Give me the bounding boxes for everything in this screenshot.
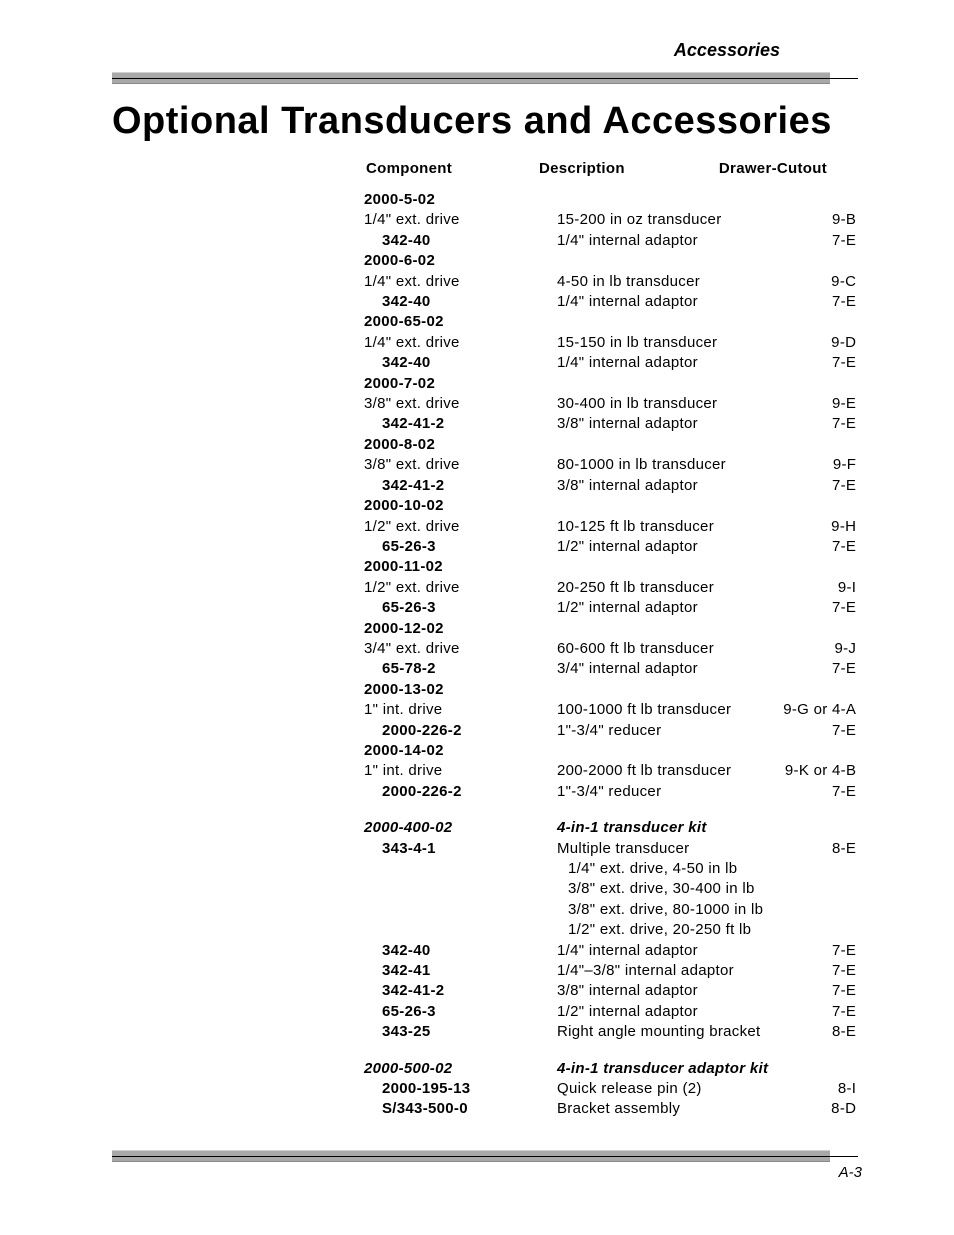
component-cell: 2000-226-2: [382, 721, 462, 739]
drawer-cutout-cell: 7-E: [832, 537, 857, 555]
component-cell: 2000-13-02: [364, 680, 444, 698]
description-cell: [557, 251, 768, 271]
component-cell: 2000-7-02: [364, 374, 436, 392]
page-title: Optional Transducers and Accessories: [112, 100, 832, 142]
description-cell: 3/8" internal adaptor: [557, 982, 698, 1000]
drawer-cutout-cell: 7-E: [832, 1002, 857, 1020]
section-header: Accessories: [673, 40, 780, 60]
description-cell: Right angle mounting bracket: [557, 1023, 761, 1041]
component-cell: 3/8" ext. drive: [364, 456, 460, 474]
description-cell: 4-in-1 transducer kit: [557, 819, 707, 837]
drawer-cutout-cell: 9-I: [837, 578, 857, 596]
drawer-cutout-cell: [768, 190, 856, 210]
drawer-cutout-cell: 7-E: [832, 721, 857, 739]
component-cell: 2000-12-02: [364, 619, 444, 637]
component-cell: 2000-226-2: [382, 782, 462, 800]
drawer-cutout-cell: 8-E: [832, 1023, 857, 1041]
description-cell: [557, 374, 768, 394]
description-cell: [557, 435, 768, 455]
table-row: [364, 251, 856, 271]
component-cell: 65-78-2: [382, 660, 436, 678]
description-cell: 1/2" internal adaptor: [557, 1002, 698, 1020]
table-row: [364, 312, 856, 332]
component-cell: 2000-65-02: [364, 313, 444, 331]
header-rule-line: [112, 78, 858, 79]
description-cell: 10-125 ft lb transducer: [557, 517, 714, 535]
drawer-cutout-cell: 8-E: [832, 839, 857, 857]
component-cell: 65-26-3: [382, 537, 436, 555]
drawer-cutout-cell: 7-E: [832, 354, 857, 372]
description-cell: 1/2" ext. drive, 20-250 ft lb: [568, 921, 752, 939]
component-cell: [364, 900, 557, 920]
description-cell: 15-200 in oz transducer: [557, 211, 722, 229]
table-row: [364, 859, 856, 879]
drawer-cutout-cell: 7-E: [832, 782, 857, 800]
drawer-cutout-cell: 9-C: [831, 272, 857, 290]
drawer-cutout-cell: 7-E: [832, 293, 857, 311]
description-cell: [557, 741, 768, 761]
column-header-description: Description: [539, 160, 625, 177]
drawer-cutout-cell: 7-E: [832, 982, 857, 1000]
component-cell: 342-41-2: [382, 476, 445, 494]
component-cell: [364, 859, 557, 879]
drawer-cutout-cell: 8-D: [831, 1100, 857, 1118]
component-cell: 342-41: [382, 962, 431, 980]
drawer-cutout-cell: 8-I: [837, 1080, 857, 1098]
drawer-cutout-cell: [768, 1059, 856, 1079]
table-row: [364, 700, 856, 720]
component-cell: 2000-14-02: [364, 741, 444, 759]
drawer-cutout-cell: [768, 818, 856, 838]
table-row: [364, 920, 856, 940]
table-row: [364, 292, 856, 312]
component-cell: 342-41-2: [382, 982, 445, 1000]
component-cell: 2000-400-02: [364, 819, 453, 837]
table-row: [364, 476, 856, 496]
table-row: [364, 639, 856, 659]
drawer-cutout-cell: 9-B: [832, 211, 857, 229]
table-row: [364, 818, 856, 838]
component-cell: 2000-195-13: [382, 1080, 471, 1098]
description-cell: [557, 1043, 768, 1059]
table-row: [364, 981, 856, 1001]
description-cell: [557, 680, 768, 700]
description-cell: 1"-3/4" reducer: [557, 782, 662, 800]
description-cell: 1/2" internal adaptor: [557, 537, 698, 555]
drawer-cutout-cell: [768, 802, 856, 818]
drawer-cutout-cell: 9-K or 4-B: [784, 762, 857, 780]
table-row: [364, 455, 856, 475]
drawer-cutout-cell: 9-J: [834, 639, 857, 657]
description-cell: Quick release pin (2): [557, 1080, 702, 1098]
description-cell: 1"-3/4" reducer: [557, 721, 662, 739]
description-cell: 15-150 in lb transducer: [557, 333, 718, 351]
description-cell: 80-1000 in lb transducer: [557, 456, 726, 474]
drawer-cutout-cell: 7-E: [832, 660, 857, 678]
description-cell: [557, 190, 768, 210]
table-row: [364, 961, 856, 981]
table-row: [364, 619, 856, 639]
description-cell: 3/8" ext. drive, 30-400 in lb: [568, 880, 755, 898]
description-cell: 200-2000 ft lb transducer: [557, 762, 732, 780]
component-cell: 342-41-2: [382, 415, 445, 433]
description-cell: 20-250 ft lb transducer: [557, 578, 714, 596]
component-cell: 1" int. drive: [364, 762, 443, 780]
component-cell: 1/4" ext. drive: [364, 211, 460, 229]
table-row: [364, 557, 856, 577]
drawer-cutout-cell: [768, 435, 856, 455]
table-row: [364, 900, 856, 920]
description-cell: 1/4" internal adaptor: [557, 354, 698, 372]
table-row: [364, 190, 856, 210]
table-row: [364, 761, 856, 781]
description-cell: 100-1000 ft lb transducer: [557, 701, 732, 719]
description-cell: Bracket assembly: [557, 1100, 681, 1118]
component-cell: S/343-500-0: [382, 1100, 468, 1118]
component-cell: 2000-500-02: [364, 1059, 453, 1077]
table-row: [364, 879, 856, 899]
description-cell: [557, 312, 768, 332]
drawer-cutout-cell: [768, 900, 856, 920]
table-row: [364, 496, 856, 516]
table-row: [364, 435, 856, 455]
description-cell: Multiple transducer: [557, 839, 690, 857]
description-cell: [557, 496, 768, 516]
drawer-cutout-cell: 7-E: [832, 231, 857, 249]
description-cell: [557, 619, 768, 639]
drawer-cutout-cell: [768, 859, 856, 879]
drawer-cutout-cell: 9-G or 4-A: [783, 701, 857, 719]
description-cell: 60-600 ft lb transducer: [557, 639, 714, 657]
component-cell: 65-26-3: [382, 599, 436, 617]
component-cell: 342-40: [382, 231, 431, 249]
table-row: [364, 394, 856, 414]
table-row: [364, 680, 856, 700]
table-row: [364, 1099, 856, 1119]
table-row: [364, 782, 856, 802]
component-cell: [364, 920, 557, 940]
component-cell: [364, 879, 557, 899]
component-cell: 343-4-1: [382, 839, 436, 857]
table-row: [364, 598, 856, 618]
drawer-cutout-cell: [768, 920, 856, 940]
table-row: [364, 210, 856, 230]
description-cell: 1/4" internal adaptor: [557, 231, 698, 249]
drawer-cutout-cell: 9-F: [832, 456, 857, 474]
table-row: [364, 1022, 856, 1042]
description-cell: 30-400 in lb transducer: [557, 395, 718, 413]
component-cell: 2000-6-02: [364, 252, 436, 270]
component-cell: 1/2" ext. drive: [364, 517, 460, 535]
parts-table: [364, 190, 856, 1120]
footer-rule-line: [112, 1156, 858, 1157]
table-row: [364, 721, 856, 741]
drawer-cutout-cell: 7-E: [832, 415, 857, 433]
component-cell: 2000-11-02: [364, 558, 443, 576]
table-row: [364, 659, 856, 679]
table-row: [364, 1079, 856, 1099]
component-cell: 65-26-3: [382, 1002, 436, 1020]
table-row: [364, 353, 856, 373]
table-row: [364, 1059, 856, 1079]
component-cell: 3/4" ext. drive: [364, 639, 460, 657]
table-row: [364, 578, 856, 598]
description-cell: 3/4" internal adaptor: [557, 660, 698, 678]
component-cell: 342-40: [382, 354, 431, 372]
drawer-cutout-cell: 7-E: [832, 599, 857, 617]
drawer-cutout-cell: [768, 496, 856, 516]
description-cell: 4-50 in lb transducer: [557, 272, 701, 290]
drawer-cutout-cell: [768, 680, 856, 700]
component-cell: [364, 1043, 557, 1059]
description-cell: 3/8" internal adaptor: [557, 476, 698, 494]
drawer-cutout-cell: 9-H: [831, 517, 857, 535]
description-cell: [557, 802, 768, 818]
component-cell: 342-40: [382, 293, 431, 311]
table-row: [364, 517, 856, 537]
drawer-cutout-cell: [768, 251, 856, 271]
component-cell: [364, 802, 557, 818]
drawer-cutout-cell: 7-E: [832, 962, 857, 980]
table-row: [364, 374, 856, 394]
drawer-cutout-cell: 9-E: [832, 395, 857, 413]
component-cell: 1/2" ext. drive: [364, 578, 460, 596]
component-cell: 2000-8-02: [364, 435, 436, 453]
table-row: [364, 941, 856, 961]
table-row: [364, 537, 856, 557]
component-cell: 1" int. drive: [364, 701, 443, 719]
description-cell: 1/4" internal adaptor: [557, 293, 698, 311]
description-cell: 1/4" internal adaptor: [557, 941, 698, 959]
component-cell: 1/4" ext. drive: [364, 272, 460, 290]
component-cell: 2000-10-02: [364, 497, 444, 515]
spacer-row: [364, 802, 856, 818]
drawer-cutout-cell: [768, 619, 856, 639]
description-cell: 1/4"–3/8" internal adaptor: [557, 962, 734, 980]
description-cell: 3/8" internal adaptor: [557, 415, 698, 433]
table-row: [364, 231, 856, 251]
table-row: [364, 741, 856, 761]
drawer-cutout-cell: 7-E: [832, 476, 857, 494]
drawer-cutout-cell: 7-E: [832, 941, 857, 959]
column-header-drawer-cutout: Drawer-Cutout: [718, 160, 827, 177]
description-cell: [557, 557, 768, 577]
component-cell: 2000-5-02: [364, 191, 436, 208]
description-cell: 4-in-1 transducer adaptor kit: [557, 1059, 769, 1077]
table-row: [364, 1002, 856, 1022]
table-row: [364, 414, 856, 434]
drawer-cutout-cell: 9-D: [831, 333, 857, 351]
table-row: [364, 272, 856, 292]
page-number: A-3: [838, 1164, 862, 1181]
drawer-cutout-cell: [768, 741, 856, 761]
column-header-component: Component: [366, 160, 453, 177]
drawer-cutout-cell: [768, 374, 856, 394]
description-cell: 1/2" internal adaptor: [557, 599, 698, 617]
description-cell: 3/8" ext. drive, 80-1000 in lb: [568, 900, 764, 918]
table-row: [364, 333, 856, 353]
component-cell: 3/8" ext. drive: [364, 395, 460, 413]
table-row: [364, 839, 856, 859]
component-cell: 342-40: [382, 941, 431, 959]
drawer-cutout-cell: [768, 879, 856, 899]
drawer-cutout-cell: [768, 557, 856, 577]
component-cell: 343-25: [382, 1023, 431, 1041]
drawer-cutout-cell: [768, 312, 856, 332]
spacer-row: [364, 1043, 856, 1059]
description-cell: 1/4" ext. drive, 4-50 in lb: [568, 860, 738, 877]
drawer-cutout-cell: [768, 1043, 856, 1059]
component-cell: 1/4" ext. drive: [364, 333, 460, 351]
